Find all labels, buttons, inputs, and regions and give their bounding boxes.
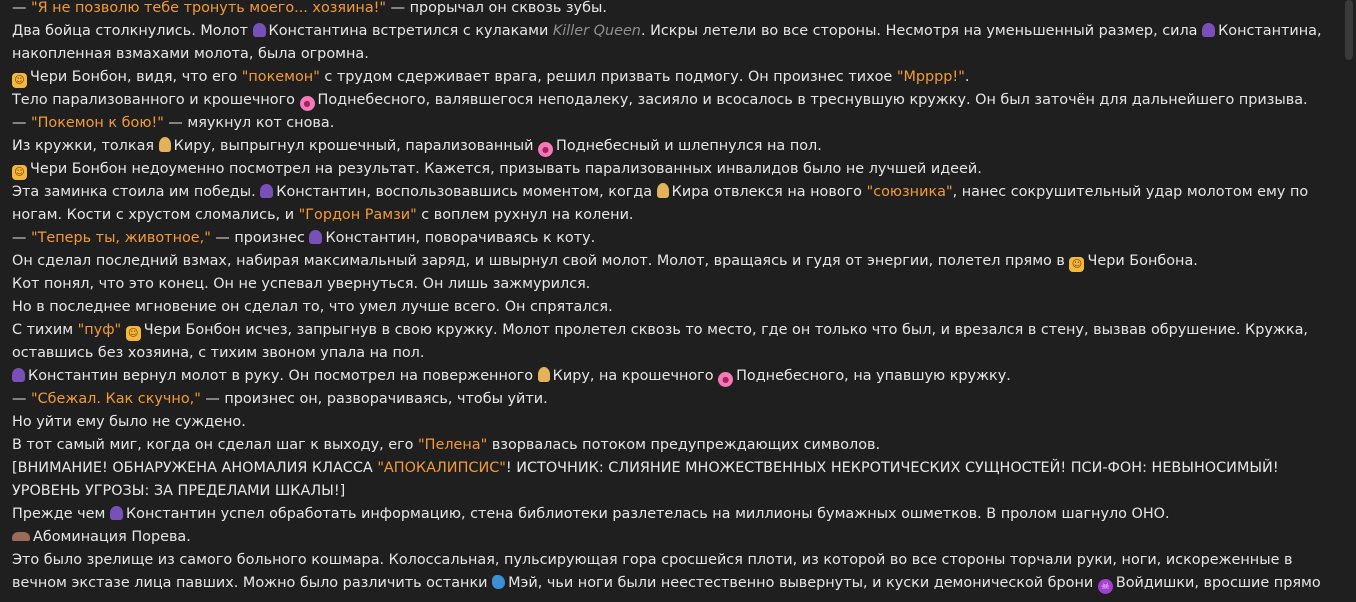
text: Чери Бонбон недоуменно посмотрел на результат. Кажется, призывать парализованных инвалидов было не лучшей идеей.	[30, 161, 982, 177]
text: Войдишки, вросшие прямо	[1115, 575, 1321, 591]
story-line	[12, 273, 1338, 296]
quote-text: "Пелена"	[418, 437, 488, 453]
text: Киру, выпрыгнул крошечный, парализованный	[173, 138, 539, 154]
text: Поднебесного, валявшегося неподалеку, засияло и всосалось в треснувшую кружку. Он был заточён для дальнейшего призыва.	[317, 92, 1308, 108]
flesh-blob-icon	[12, 532, 30, 541]
story-line	[12, 526, 1338, 549]
quote-text: "пуф"	[77, 322, 122, 338]
text: Но уйти ему было не суждено.	[12, 414, 246, 430]
text: В тот самый миг, когда он сделал шаг к выходу, его	[12, 437, 419, 453]
text: —	[12, 230, 31, 246]
story-line	[12, 296, 1338, 319]
scroll-thumb[interactable]	[1345, 0, 1353, 60]
text: Кот понял, что это конец. Он не успевал увернуться. Он лишь зажмурился.	[12, 276, 591, 292]
story-line	[12, 158, 1338, 181]
story-line	[12, 503, 1338, 526]
story-line	[12, 89, 1338, 112]
story-line	[12, 66, 1338, 89]
text: Чери Бонбона.	[1087, 253, 1198, 269]
text: Тело парализованного и крошечного	[12, 92, 300, 108]
text: Константин вернул молот в руку. Он посмотрел на поверженного	[28, 368, 538, 384]
cat-face-icon	[1069, 257, 1084, 272]
text: Эта заминка стоила им победы.	[12, 184, 261, 200]
text: Он сделал последний взмах, набирая максимальный заряд, и швырнул свой молот. Молот, вращаясь и гудя от энергии, полетел прямо в	[12, 253, 1070, 269]
text: Два бойца столкнулись. Молот	[12, 23, 253, 39]
person-icon	[110, 506, 123, 520]
dolphin-icon	[492, 575, 505, 589]
cat-face-icon	[12, 73, 27, 88]
story-line	[12, 319, 1338, 365]
text: — мяукнул кот снова.	[163, 115, 335, 131]
quote-text: "покемон"	[241, 69, 320, 85]
text: Чери Бонбон исчез, запрыгнув в свою кружку. Молот пролетел сквозь то место, где он только что был, и врезался в стену, вызвав обрушение. Кружка, оставшись без хозяина, с тихим звоном упала на пол.	[12, 322, 1308, 361]
text: — произнес он, разворачиваясь, чтобы уйти.	[200, 391, 548, 407]
quote-text: "Сбежал. Как скучно,"	[30, 391, 201, 407]
quote-text: "Гордон Рамзи"	[298, 207, 417, 223]
story-line	[12, 411, 1338, 434]
text: Константин успел обработать информацию, стена библиотеки разлетелась на миллионы бумажных ошметков. В пролом шагнуло ОНО.	[125, 506, 1170, 522]
quote-text: "Я не позволю тебе тронуть моего... хозяина!"	[30, 0, 387, 16]
story-line	[12, 20, 1338, 66]
story-line	[12, 549, 1338, 595]
kira-person-icon	[159, 137, 171, 152]
devil-icon	[1098, 579, 1113, 594]
text: Но в последнее мгновение он сделал то, что умел лучше всего. Он спрятался.	[12, 299, 613, 315]
story-line	[12, 135, 1338, 158]
person-icon	[260, 184, 273, 198]
text: Константина встретился с кулаками	[268, 23, 553, 39]
story-line	[12, 112, 1338, 135]
kira-person-icon	[657, 183, 669, 198]
story-line	[12, 250, 1338, 273]
person-icon	[12, 368, 25, 382]
cat-face-icon	[126, 326, 141, 341]
scrollbar[interactable]	[1340, 0, 1356, 602]
quote-text: "Мрррр!"	[896, 69, 965, 85]
text: С тихим	[12, 322, 78, 338]
text: Кира отвлекся на нового	[671, 184, 867, 200]
text: взорвалась потоком предупреждающих символов.	[487, 437, 881, 453]
text: Поднебесного, на упавшую кружку.	[736, 368, 1011, 384]
story-line	[12, 388, 1338, 411]
text: Из кружки, толкая	[12, 138, 159, 154]
quote-text: "АПОКАЛИПСИС"	[377, 460, 506, 476]
kira-person-icon	[538, 367, 550, 382]
text: Мэй, чьи ноги были неестественно вывернуты, и куски демонической брони	[508, 575, 1098, 591]
text: . Искры летели во все стороны. Несмотря на уменьшенный размер, сила	[640, 23, 1203, 39]
text: Константин, поворачиваясь к коту.	[325, 230, 596, 246]
italic-name: Killer Queen	[552, 23, 641, 39]
quote-text: "союзника"	[866, 184, 953, 200]
text: с трудом сдерживает врага, решил призвать подмогу. Он произнес тихое	[319, 69, 897, 85]
story-line	[12, 227, 1338, 250]
text: .	[964, 69, 970, 85]
text: Константина, накопленная взмахами молота, была огромна.	[12, 23, 1322, 62]
text: Константин, воспользовавшись моментом, когда	[276, 184, 657, 200]
text: —	[12, 391, 31, 407]
person-icon	[1202, 23, 1215, 37]
story-line	[12, 365, 1338, 388]
story-line	[12, 0, 1338, 20]
text: с воплем рухнул на колени.	[416, 207, 634, 223]
quote-text: "Покемон к бою!"	[30, 115, 164, 131]
pig-face-icon	[538, 142, 553, 157]
text: — прорычал он сквозь зубы.	[386, 0, 607, 16]
text: — произнес	[210, 230, 310, 246]
text: Это было зрелище из самого больного кошмара. Колоссальная, пульсирующая гора сросшейся плоти, из которой во все стороны торчали руки, ноги, искореженные в вечном экстазе лица павших. Можно было различить останки	[12, 552, 1293, 591]
cat-face-icon	[12, 165, 27, 180]
story-line	[12, 181, 1338, 227]
person-icon	[309, 230, 322, 244]
text: Прежде чем	[12, 506, 110, 522]
pig-face-icon	[718, 372, 733, 387]
text: Киру, на крошечного	[552, 368, 719, 384]
text: [ВНИМАНИЕ! ОБНАРУЖЕНА АНОМАЛИЯ КЛАССА	[12, 460, 378, 476]
person-icon	[253, 23, 266, 37]
text: , нанес сокрушительный удар молотом ему по ногам. Кости с хрустом сломались, и	[12, 184, 1309, 223]
text: Абоминация Порева.	[33, 529, 191, 545]
text: ! ИСТОЧНИК: СЛИЯНИЕ МНОЖЕСТВЕННЫХ НЕКРОТИЧЕСКИХ СУЩНОСТЕЙ! ПСИ-ФОН: НЕВЫНОСИМЫЙ! УРОВЕНЬ УГРОЗЫ: ЗА ПРЕДЕЛАМИ ШКАЛЫ!]	[12, 460, 1279, 499]
text: —	[12, 0, 31, 16]
pig-face-icon	[300, 96, 315, 111]
quote-text: "Теперь ты, животное,"	[30, 230, 211, 246]
story-line	[12, 457, 1338, 503]
text: —	[12, 115, 31, 131]
text: Поднебесный и шлепнулся на пол.	[556, 138, 822, 154]
story-line	[12, 434, 1338, 457]
text: Чери Бонбон, видя, что его	[30, 69, 242, 85]
